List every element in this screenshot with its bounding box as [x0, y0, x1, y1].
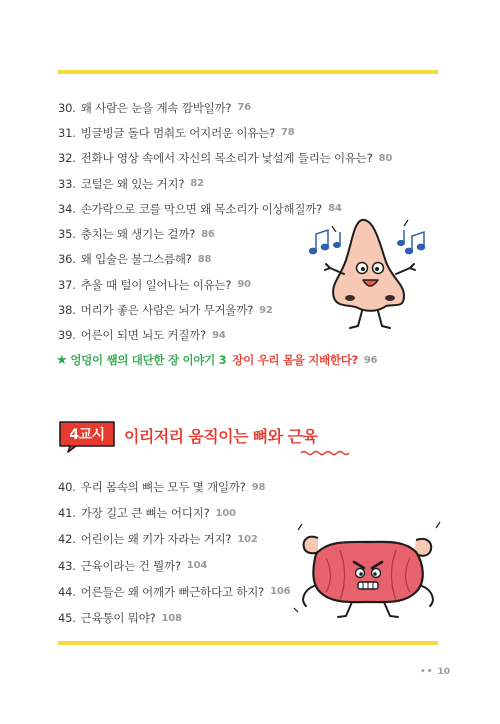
toc-item-title: 추울 때 털이 일어나는 이유는? — [80, 277, 232, 292]
toc-item-number: 41. — [58, 506, 76, 521]
story-page: 96 — [363, 354, 378, 366]
toc-item-title: 어른이 되면 뇌도 커질까? — [80, 328, 207, 343]
toc-item-page: 90 — [237, 279, 251, 291]
story-label: 엉덩이 쌤의 대단한 장 이야기 3 — [70, 353, 227, 367]
toc-item-title: 충치는 왜 생기는 걸까? — [80, 227, 196, 242]
toc-item-number: 34. — [58, 201, 76, 216]
toc-item-page: 76 — [237, 102, 251, 114]
chapter-badge-label: 4교시 — [69, 427, 105, 443]
toc-item-page: 86 — [201, 228, 215, 240]
page-number-value: 10 — [437, 667, 451, 677]
toc-item-page: 106 — [270, 586, 291, 598]
toc-item-title: 손가락으로 코를 막으면 왜 목소리가 이상해질까? — [80, 201, 323, 216]
toc-item-title: 머리가 좋은 사람은 뇌가 무거울까? — [80, 303, 254, 318]
toc-item-number: 37. — [58, 277, 76, 292]
toc-item-title: 근육이라는 건 뭘까? — [80, 558, 181, 573]
toc-item-number: 44. — [58, 584, 76, 599]
toc-item-page: 102 — [237, 533, 258, 545]
toc-item-number: 39. — [58, 328, 76, 343]
toc-item-page: 88 — [197, 253, 212, 265]
toc-item-title: 가장 길고 큰 뼈는 어디지? — [80, 506, 210, 521]
top-divider — [58, 70, 438, 74]
toc-item[interactable] — [58, 146, 393, 171]
toc-item-number: 40. — [58, 480, 76, 495]
toc-item-title: 어린이는 왜 키가 자라는 거지? — [80, 532, 232, 547]
toc-item-page: 108 — [161, 612, 182, 624]
underline-squiggle — [300, 450, 352, 456]
toc-item-number: 36. — [58, 252, 76, 267]
toc-item-title: 빙글빙글 돌다 멈춰도 어지러운 이유는? — [80, 125, 275, 140]
toc-item-page: 100 — [215, 507, 236, 519]
toc-item-number: 45. — [58, 611, 76, 626]
toc-item[interactable] — [58, 120, 358, 145]
toc-item-title: 왜 입술은 불그스름해? — [80, 252, 192, 267]
toc-item-title: 근육통이 뭐야? — [80, 611, 156, 626]
toc-item-page: 80 — [378, 152, 393, 164]
toc-item-number: 43. — [58, 558, 76, 573]
music-note-icon — [398, 230, 425, 254]
toc-item-number: 32. — [58, 151, 76, 166]
music-note-icon — [310, 230, 341, 254]
toc-item-title: 어른들은 왜 어깨가 뻐근하다고 하지? — [80, 584, 265, 599]
toc-item-page: 94 — [212, 329, 226, 341]
page-dots-icon: •• — [420, 667, 434, 677]
toc-item-title: 왜 사람은 눈을 계속 깜박일까? — [80, 100, 232, 115]
toc-item-page: 98 — [251, 481, 266, 493]
muscle-character-illustration — [292, 520, 444, 620]
toc-item-number: 30. — [58, 100, 76, 115]
toc-item[interactable] — [58, 171, 358, 196]
story-subject: 장이 우리 몸을 지배한다? — [232, 353, 358, 367]
toc-item-number: 38. — [58, 303, 76, 318]
toc-item-number: 33. — [58, 176, 76, 191]
toc-item-number: 35. — [58, 227, 76, 242]
toc-item-title: 우리 몸속의 뼈는 모두 몇 개일까? — [80, 480, 246, 495]
chapter-heading — [58, 420, 458, 460]
toc-item-page: 84 — [328, 203, 342, 215]
toc-item[interactable] — [58, 95, 358, 120]
page-number — [420, 667, 450, 677]
toc-item-number: 31. — [58, 125, 76, 140]
nose-character-illustration — [300, 212, 440, 340]
toc-item[interactable] — [58, 474, 358, 500]
star-icon: ★ — [56, 352, 68, 368]
toc-item-page: 92 — [259, 304, 273, 316]
bottom-divider — [58, 641, 438, 645]
toc-item-number: 42. — [58, 532, 76, 547]
toc-item-title: 전화나 영상 속에서 자신의 목소리가 낯설게 들리는 이유는? — [80, 151, 373, 166]
toc-item-title: 코털은 왜 있는 거지? — [80, 176, 185, 191]
toc-item-page: 82 — [190, 178, 204, 190]
story-toc-item[interactable] — [56, 350, 377, 370]
toc-item-page: 78 — [280, 127, 295, 139]
toc-item-page: 104 — [186, 560, 208, 572]
chapter-title: 이리저리 움직이는 뼈와 근육 — [124, 427, 318, 446]
